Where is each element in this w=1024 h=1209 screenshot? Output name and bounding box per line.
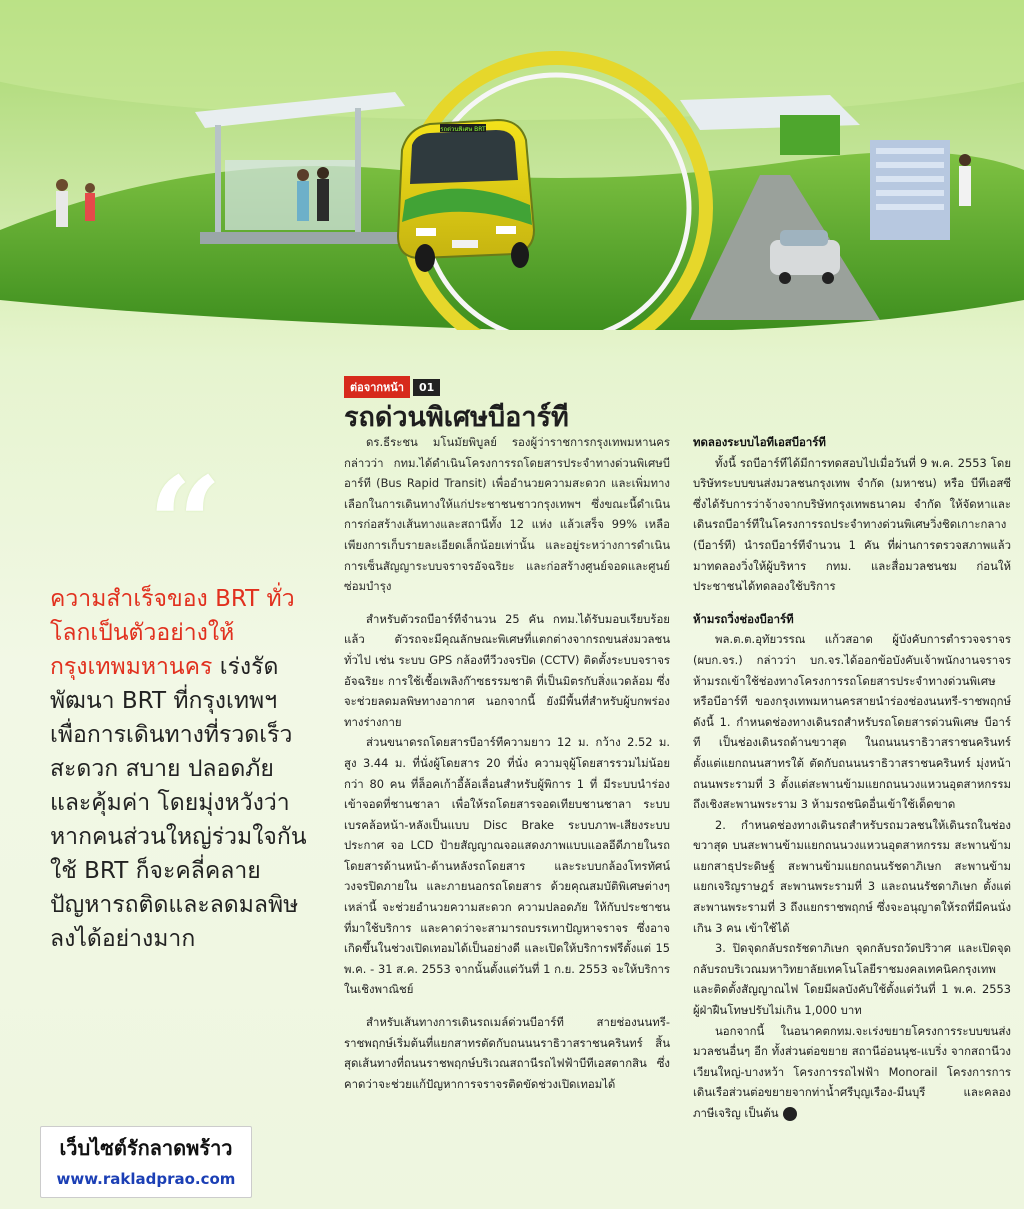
hero-scene (0, 0, 1024, 330)
article-paragraph: ดร.ธีระชน มโนมัยพิบูลย์ รองผู้ว่าราชการกรุงเทพมหานคร กล่าวว่า กทม.ได้ดำเนินโครงการรถโดยสารประจำทางด่วนพิเศษบีอาร์ที (Bus Rapid Transit) เพื่ออำนวยความสะดวก และเพิ่มทางเลือกในการเดินทางให้แก่ประชาชนชาวกรุงเทพฯ ซึ่งขณะนี้ดำเนินการก่อสร้างเส้นทางและสถานีทั้ง 12 แห่ง แล้วเสร็จ 99% เหลือเพียงการเก็บรายละเอียดเล็กน้อยเท่านั้น และอยู่ระหว่างการดำเนินการเซ็นสัญญาระบบจราจรอัจฉริยะ และก่อสร้างศูนย์จอดและศูนย์ซ่อมบำรุง (344, 435, 670, 594)
article-paragraph-last (693, 1021, 1011, 1124)
pull-quote-text (50, 582, 320, 956)
bus-destination-sign: รถด่วนพิเศษ BRT (440, 126, 486, 133)
website-url[interactable]: www.rakladprao.com (56, 1170, 236, 1188)
article-paragraph: 2. กำหนดช่องทางเดินรถสำหรับรถมวลชนให้เดินรถในช่องขวาสุด บนสะพานข้ามแยกถนนวงแหวนอุตสาหกรรม สะพานข้ามแยกสาธุประดิษฐ์ สะพานข้ามแยกถนนรัชดาภิเษก สะพานข้ามแยกเจริญราษฎร์ สะพานพระรามที่ 3 และถนนรัชดาภิเษก ตั้งแต่สะพานพระรามที่ 3 ถึงแยกราชพฤกษ์ ซึ่งจะอนุญาตให้รถที่มีคนนั่งเกิน 3 คน เข้าใช้ได้ (693, 817, 1011, 935)
article-paragraph: ส่วนขนาดรถโดยสารบีอาร์ทีความยาว 12 ม. กว้าง 2.52 ม. สูง 3.44 ม. ที่นั่งผู้โดยสาร 20 ที่นั่ง ความจุผู้โดยสารรวมไม่น้อยกว่า 80 คน ที่ล็อคเก้าอี้ล้อเลื่อนสำหรับผู้พิการ 1 ที่ มีระบบนำร่องเข้าจอดที่ชานชาลา เพื่อให้รถโดยสารจอดเทียบชานชาลา ระบบเบรคล้อหน้า-หลังเป็นแบบ Disc Brake ระบบภาพ-เสียงระบบประกาศ จอ LCD ป้ายสัญญาณจอแสดงภาพแบบแอลอีดีภายในรถโดยสารด้านหน้า-ด้านหลังรถโดยสาร และระบบกล้องโทรทัศน์วงจรปิดภายใน และภายนอกรถโดยสาร ด้วยคุณสมบัติพิเศษต่างๆ เหล่านี้ จะช่วยอำนวยความสะดวก ความปลอดภัย ให้กับประชาชนที่มาใช้บริการ และคาดว่าจะสามารถบรรเทาปัญหาจราจร ซึ่งอาจเกิดขึ้นในช่วงเปิดเทอมได้เป็นอย่างดี และเปิดให้บริการฟรีตั้งแต่ 15 พ.ค. - 31 ส.ค. 2553 จากนั้นตั้งแต่วันที่ 1 ก.ย. 2553 จะให้บริการในเชิงพาณิชย์ (344, 735, 670, 997)
continued-page-number: 01 (413, 379, 440, 396)
article-paragraph: สำหรับเส้นทางการเดินรถเมล์ด่วนบีอาร์ที สายช่องนนทรี-ราชพฤกษ์เริ่มต้นที่แยกสาทรตัดกับถนนนราธิวาสราชนครินทร์ สิ้นสุดเส้นทางที่ถนนราชพฤกษ์บริเวณสถานีรถไฟฟ้าบีทีเอสตากสิน ซึ่งคาดว่าจะช่วยแก้ปัญหาการจราจรติดขัดช่วงเปิดเทอมได้ (344, 1015, 670, 1091)
article-column-left (344, 432, 670, 1094)
article-paragraph: สำหรับตัวรถบีอาร์ทีจำนวน 25 คัน กทม.ได้รับมอบเรียบร้อยแล้ว ตัวรถจะมีคุณลักษณะพิเศษที่แตกต่างจากรถขนส่งมวลชนทั่วไป เช่น ระบบ GPS กล้องทีวีวงจรปิด (CCTV) ติดตั้งระบบจราจรอัจฉริยะ การใช้เชื้อเพลิงก๊าซธรรมชาติ ที่เป็นมิตรกับสิ่งแวดล้อม ซึ่งจะช่วยลดมลพิษทางอากาศ นอกจากนี้ ยังมีพื้นที่สำหรับผู้บกพร่องทางร่างกาย (344, 611, 670, 729)
pull-quote (50, 448, 320, 956)
article-headline: รถด่วนพิเศษบีอาร์ที (344, 402, 569, 433)
article-paragraph: ทั้งนี้ รถบีอาร์ทีได้มีการทดสอบไปเมื่อวันที่ 9 พ.ค. 2553 โดยบริษัทระบบขนส่งมวลชนกรุงเทพ จำกัด (มหาชน) หรือ บีทีเอสซี ซึ่งได้รับการว่าจ้างจากบริษัทกรุงเทพธนาคม จำกัด ให้จัดหาและเดินรถบีอาร์ทีในโครงการรถประจำทางด่วนพิเศษวิ่งชิดเกาะกลาง (บีอาร์ที) นำรถบีอาร์ทีจำนวน 1 คัน ที่ผ่านการตรวจสภาพแล้วมาทดลองวิ่งให้ผู้บริหาร กทม. และสื่อมวลชนชม ก่อนให้ประชาชนได้ทดลองใช้บริการ (693, 455, 1011, 594)
hero-illustration (0, 0, 1024, 330)
article-column-right (693, 432, 1011, 1124)
website-name: เว็บไซต์รักลาดพร้าว (59, 1136, 233, 1160)
continued-label: ต่อจากหน้า (344, 376, 410, 398)
pull-quote-highlight: ความสำเร็จของ BRT ทั่วโลกเป็นตัวอย่างให้ กรุงเทพมหานคร (50, 586, 295, 680)
article-paragraph-text: นอกจากนี้ ในอนาคตกทม.จะเร่งขยายโครงการระบบขนส่งมวลชนอื่นๆ อีก ทั้งส่วนต่อขยาย สถานีอ่อนนุช-แบริ่ง จากสถานีวงเวียนใหญ่-บางหว้า โครงการรถไฟฟ้า Monorail โครงการการเดินเรือส่วนต่อขยายจากท่าน้ำศรีบุญเรือง-มีนบุรี และคลองภาษีเจริญ เป็นต้น (693, 1023, 1011, 1120)
bus (398, 120, 534, 272)
article-paragraph: พล.ต.ต.อุทัยวรรณ แก้วสอาด ผู้บังคับการตำรวจจราจร (ผบก.จร.) กล่าวว่า บก.จร.ได้ออกข้อบังคับเจ้าพนักงานจราจร ห้ามรถเข้าใช้ช่องทางโครงการรถโดยสารประจำทางด่วนพิเศษหรือบีอาร์ที ของกรุงเทพมหานครสายนำร่องช่องนนทรี-ราชพฤกษ์ ดังนี้ 1. กำหนดช่องทางเดินรถสำหรับรถโดยสารด่วนพิเศษ บีอาร์ที เป็นช่องเดินรถด้านขวาสุด ในถนนนราธิวาสราชนครินทร์ ตั้งแต่แยกถนนสาทรใต้ ตัดกับถนนนราธิวาสราชนครินทร์ มุ่งหน้าถนนพระรามที่ 3 ตั้งแต่สะพานข้ามแยกถนนวงแหวนอุตสาหกรรม ถึงเชิงสะพานพระราม 3 ห้ามรถชนิดอื่นเข้าใช้เด็ดขาด (693, 632, 1011, 812)
quote-mark-icon: “ (147, 448, 223, 601)
website-badge[interactable] (40, 1126, 252, 1198)
end-mark-icon (783, 1107, 797, 1121)
section-heading: ทดลองระบบไอทีเอสบีอาร์ที (693, 435, 826, 449)
pull-quote-body: เร่งรัดพัฒนา BRT ที่กรุงเทพฯ เพื่อการเดินทางที่รวดเร็ว สะดวก สบาย ปลอดภัย และคุ้มค่า โดยมุ่งหวังว่า หากคนส่วนใหญ่ร่วมใจกันใช้ BRT ก็จะคลี่คลายปัญหารถติดและลดมลพิษลงได้อย่างมาก (50, 654, 307, 952)
section-heading: ห้ามรถวิ่งช่องบีอาร์ที (693, 611, 794, 626)
article-paragraph: 3. ปิดจุดกลับรถรัชดาภิเษก จุดกลับรถวัดปริวาศ และเปิดจุดกลับรถบริเวณมหาวิทยาลัยเทคโนโลยีราชมงคลเทคนิคกรุงเทพ และติดตั้งสัญญาณไฟ โดยมีผลบังคับใช้ตั้งแต่วันที่ 1 พ.ค. 2553 ผู้ฝ่าฝืนโทษปรับไม่เกิน 1,000 บาท (693, 941, 1011, 1018)
